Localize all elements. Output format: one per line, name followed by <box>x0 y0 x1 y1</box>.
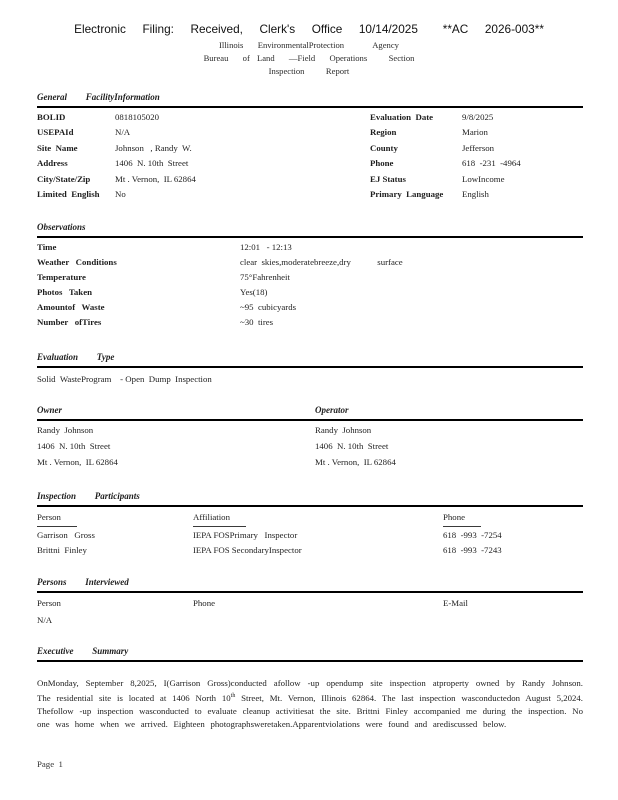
participant-row <box>37 528 583 544</box>
executive-summary-paragraph <box>37 677 583 731</box>
field-row <box>37 315 583 330</box>
participant-person: Garrison Gross <box>37 529 95 540</box>
interviewed-email <box>443 613 583 629</box>
document-content <box>37 92 583 731</box>
field-value: Yes(18) <box>240 287 268 298</box>
column-header-label: Phone <box>443 510 481 527</box>
section-owner-operator <box>37 405 583 470</box>
field-value: 75°Fahrenheit <box>240 272 290 283</box>
operator-title: Operator <box>315 405 349 416</box>
participant-row <box>37 543 583 559</box>
section-title: Executive Summary <box>37 645 129 656</box>
owner-address-line: 1406 N. 10th Street <box>37 441 111 452</box>
general-left-column <box>37 110 370 202</box>
participants-header-person <box>37 510 193 527</box>
field-value: N/A <box>115 127 131 138</box>
owner-operator-titles <box>37 405 583 416</box>
general-columns <box>37 110 583 202</box>
field-row <box>370 187 583 202</box>
field-row <box>37 270 583 285</box>
field-value: 0818105020 <box>115 112 159 122</box>
field-value: Jefferson <box>462 142 495 153</box>
field-label: Address <box>37 158 68 169</box>
column-header-label: Affiliation <box>193 510 246 527</box>
field-row <box>37 285 583 300</box>
section-rule <box>37 236 583 238</box>
operator-address-line: 1406 N. 10th Street <box>315 441 389 452</box>
section-observations <box>37 222 583 330</box>
field-value: 618 -231 -4964 <box>462 158 521 169</box>
agency-title: Illinois EnvironmentalProtection Agency <box>219 40 399 50</box>
field-value: 9/8/2025 <box>462 112 494 122</box>
field-row <box>37 156 370 171</box>
interviewed-row <box>37 613 583 629</box>
field-row <box>37 141 370 156</box>
field-label: Temperature <box>37 272 86 283</box>
owner-city-line: Mt . Vernon, IL 62864 <box>37 457 118 468</box>
section-persons-interviewed <box>37 577 583 629</box>
participants-header-affiliation <box>193 510 443 527</box>
field-label: Weather Conditions <box>37 257 117 268</box>
field-label: EJ Status <box>370 173 406 184</box>
operator-block <box>315 423 583 470</box>
field-row <box>370 125 583 140</box>
field-row <box>37 110 370 125</box>
field-label: Phone <box>370 158 394 169</box>
page-number: Page 1 <box>37 759 63 769</box>
section-evaluation-type <box>37 352 583 387</box>
section-rule <box>37 505 583 507</box>
section-title: Evaluation Type <box>37 352 115 363</box>
section-title: Observations <box>37 222 86 233</box>
field-label: Primary Language <box>370 189 444 200</box>
field-value: ~95 cubicyards <box>240 302 297 313</box>
field-value: LowIncome <box>462 173 505 184</box>
section-rule <box>37 106 583 108</box>
field-label: County <box>370 142 398 153</box>
field-row <box>37 172 370 187</box>
field-row <box>37 240 583 255</box>
field-value: No <box>115 189 126 200</box>
section-title: Inspection Participants <box>37 490 140 501</box>
evaluation-type-value: Solid WasteProgram - Open Dump Inspection <box>37 374 212 385</box>
column-header-label: Person <box>37 510 77 527</box>
filing-banner: Electronic Filing: Received, Clerk's Office 10/14/2025 **AC 2026-003** <box>74 22 544 36</box>
field-row <box>37 300 583 315</box>
field-value: English <box>462 189 489 200</box>
owner-block <box>37 423 315 470</box>
field-value: clear skies,moderatebreeze,dry surface <box>240 257 403 268</box>
report-title: Inspection Report <box>268 66 350 76</box>
field-label: USEPAId <box>37 127 74 138</box>
section-rule <box>37 419 583 421</box>
bureau-title: Bureau of Land —Field Operations Section <box>203 53 415 63</box>
document-title-block <box>0 39 618 78</box>
participant-person: Brittni Finley <box>37 545 87 556</box>
owner-name-line: Randy Johnson <box>37 425 94 436</box>
field-row <box>37 255 583 270</box>
field-label: Amountof Waste <box>37 302 105 313</box>
field-row <box>37 187 370 202</box>
section-inspection-participants <box>37 491 583 559</box>
summary-text-part1: OnMonday, September 8,2025, I(Garrison Gross)conducted afollow -up opendump site inspection atproperty owned by Randy Johnson. The residential site is located at 1406 North 10 <box>37 677 583 703</box>
section-title: General FacilityInformation <box>37 92 160 102</box>
participant-phone: 618 -993 -7243 <box>443 545 502 556</box>
field-label: Time <box>37 242 57 253</box>
field-label: Number ofTires <box>37 317 102 328</box>
observations-rows <box>37 240 583 330</box>
interviewed-phone <box>193 613 443 629</box>
field-row <box>370 110 583 125</box>
section-rule <box>37 366 583 368</box>
field-row <box>37 125 370 140</box>
field-value: Mt . Vernon, IL 62864 <box>115 173 196 184</box>
field-label: Limited English <box>37 189 100 200</box>
field-label: City/State/Zip <box>37 173 91 184</box>
interviewed-header-person: Person <box>37 598 61 609</box>
section-executive-summary <box>37 646 583 731</box>
field-label: Photos Taken <box>37 287 93 298</box>
owner-title: Owner <box>37 405 63 416</box>
section-title: Persons Interviewed <box>37 577 129 588</box>
participant-phone: 618 -993 -7254 <box>443 529 502 540</box>
field-row <box>370 156 583 171</box>
field-label: Site Name <box>37 142 78 153</box>
section-general-facility <box>37 92 583 202</box>
participants-header-row <box>37 510 583 527</box>
field-label: Evaluation Date <box>370 112 434 122</box>
field-label: Region <box>370 127 397 138</box>
interviewed-header-email: E-Mail <box>443 598 468 609</box>
field-label: BOLID <box>37 112 66 122</box>
general-right-column <box>370 110 583 202</box>
participant-affiliation: IEPA FOS SecondaryInspector <box>193 545 302 556</box>
field-value: ~30 tires <box>240 317 274 328</box>
section-rule <box>37 660 583 662</box>
field-value: Marion <box>462 127 488 138</box>
field-row <box>370 141 583 156</box>
operator-city-line: Mt . Vernon, IL 62864 <box>315 457 396 468</box>
participant-affiliation: IEPA FOSPrimary Inspector <box>193 529 298 540</box>
participants-header-phone <box>443 510 583 527</box>
summary-text-part2: Street, Mt. Vernon, Illinois 62864. The last inspection wasconductedon August 5,2024. Thefollow -up inspection wasconducted to evaluate cleanup activitiesat the site. Brittni Finley accompanied me during the inspection. No one was home when we arrived. Eighteen photographsweretaken.Apparentviolations were found and arediscussed below. <box>37 692 584 729</box>
interviewed-person: N/A <box>37 615 53 626</box>
interviewed-header-row <box>37 596 583 612</box>
ordinal-superscript: th <box>230 692 236 699</box>
field-row <box>370 172 583 187</box>
operator-name-line: Randy Johnson <box>315 425 372 436</box>
interviewed-header-phone: Phone <box>193 598 215 609</box>
field-value: 1406 N. 10th Street <box>115 158 189 169</box>
field-value: 12:01 - 12:13 <box>240 242 292 253</box>
section-rule <box>37 591 583 593</box>
field-value: Johnson , Randy W. <box>115 142 192 153</box>
owner-operator-columns <box>37 423 583 470</box>
